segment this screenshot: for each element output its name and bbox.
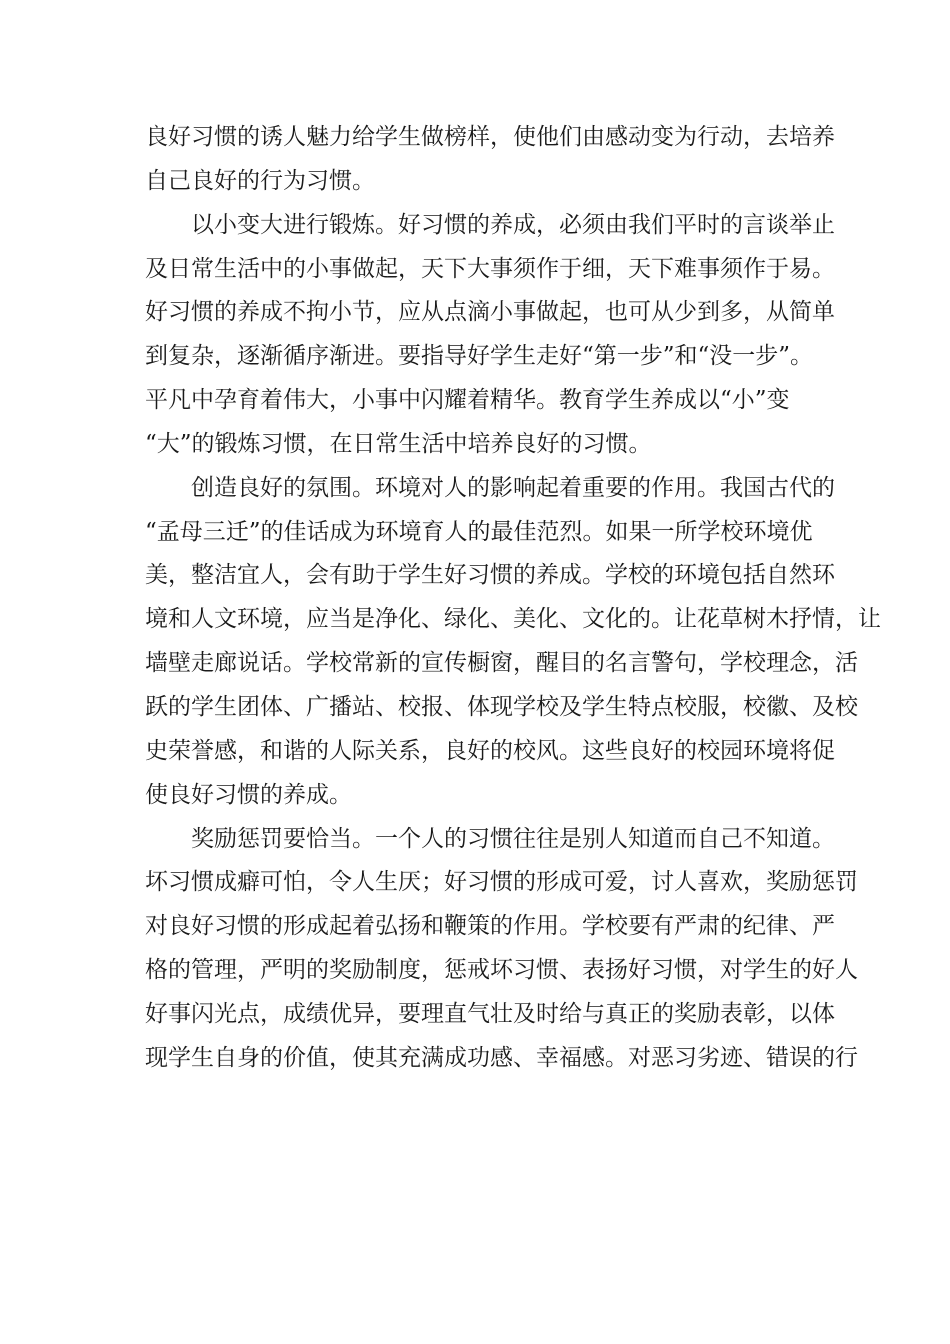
text-line: 坏习惯成癖可怕，令人生厌；好习惯的形成可爱，讨人喜欢，奖励惩罚: [145, 869, 858, 896]
text-line: 现学生自身的价值，使其充满成功感、幸福感。对恶习劣迹、错误的行: [145, 1044, 858, 1071]
text-line: 到复杂，逐渐循序渐进。要指导好学生走好“第一步”和“没一步”。: [145, 343, 814, 370]
text-line: 对良好习惯的形成起着弘扬和鞭策的作用。学校要有严肃的纪律、严: [145, 913, 835, 940]
text-line: 及日常生活中的小事做起，天下大事须作于细，天下难事须作于易。: [145, 255, 835, 282]
text-line: 良好习惯的诱人魅力给学生做榜样，使他们由感动变为行动，去培养: [145, 124, 835, 150]
text-line: 格的管理，严明的奖励制度，惩戒坏习惯、表扬好习惯，对学生的好人: [145, 957, 858, 984]
text-line: 史荣誉感，和谐的人际关系，良好的校风。这些良好的校园环境将促: [145, 737, 835, 764]
paragraph-start-line: 奖励惩罚要恰当。一个人的习惯往往是别人知道而自己不知道。: [191, 825, 835, 852]
paragraph-start-line: 创造良好的氛围。环境对人的影响起着重要的作用。我国古代的: [191, 474, 835, 501]
text-line: 使良好习惯的养成。: [145, 781, 352, 808]
text-line: 美，整洁宜人，会有助于学生好习惯的养成。学校的环境包括自然环: [145, 562, 835, 589]
text-line: 自己良好的行为习惯。: [145, 167, 375, 194]
text-line: 跃的学生团体、广播站、校报、体现学校及学生特点校服，校徽、及校: [145, 693, 858, 720]
body-text: [145, 116, 881, 1081]
text-line: “大”的锻炼习惯，在日常生活中培养良好的习惯。: [145, 430, 652, 457]
paragraph-start-line: 以小变大进行锻炼。好习惯的养成，必须由我们平时的言谈举止: [191, 211, 835, 238]
text-line: 好事闪光点，成绩优异，要理直气壮及时给与真正的奖励表彰，以体: [145, 1000, 835, 1027]
text-line: 好习惯的养成不拘小节，应从点滴小事做起，也可从少到多，从简单: [145, 299, 835, 326]
text-line: “孟母三迁”的佳话成为环境育人的最佳范烈。如果一所学校环境优: [145, 518, 813, 545]
text-line: 平凡中孕育着伟大，小事中闪耀着精华。教育学生养成以“小”变: [145, 387, 790, 414]
text-line: 境和人文环境，应当是净化、绿化、美化、文化的。让花草树木抒情，让: [145, 606, 881, 633]
text-line: 墙壁走廊说话。学校常新的宣传橱窗，醒目的名言警句，学校理念，活: [145, 650, 858, 677]
